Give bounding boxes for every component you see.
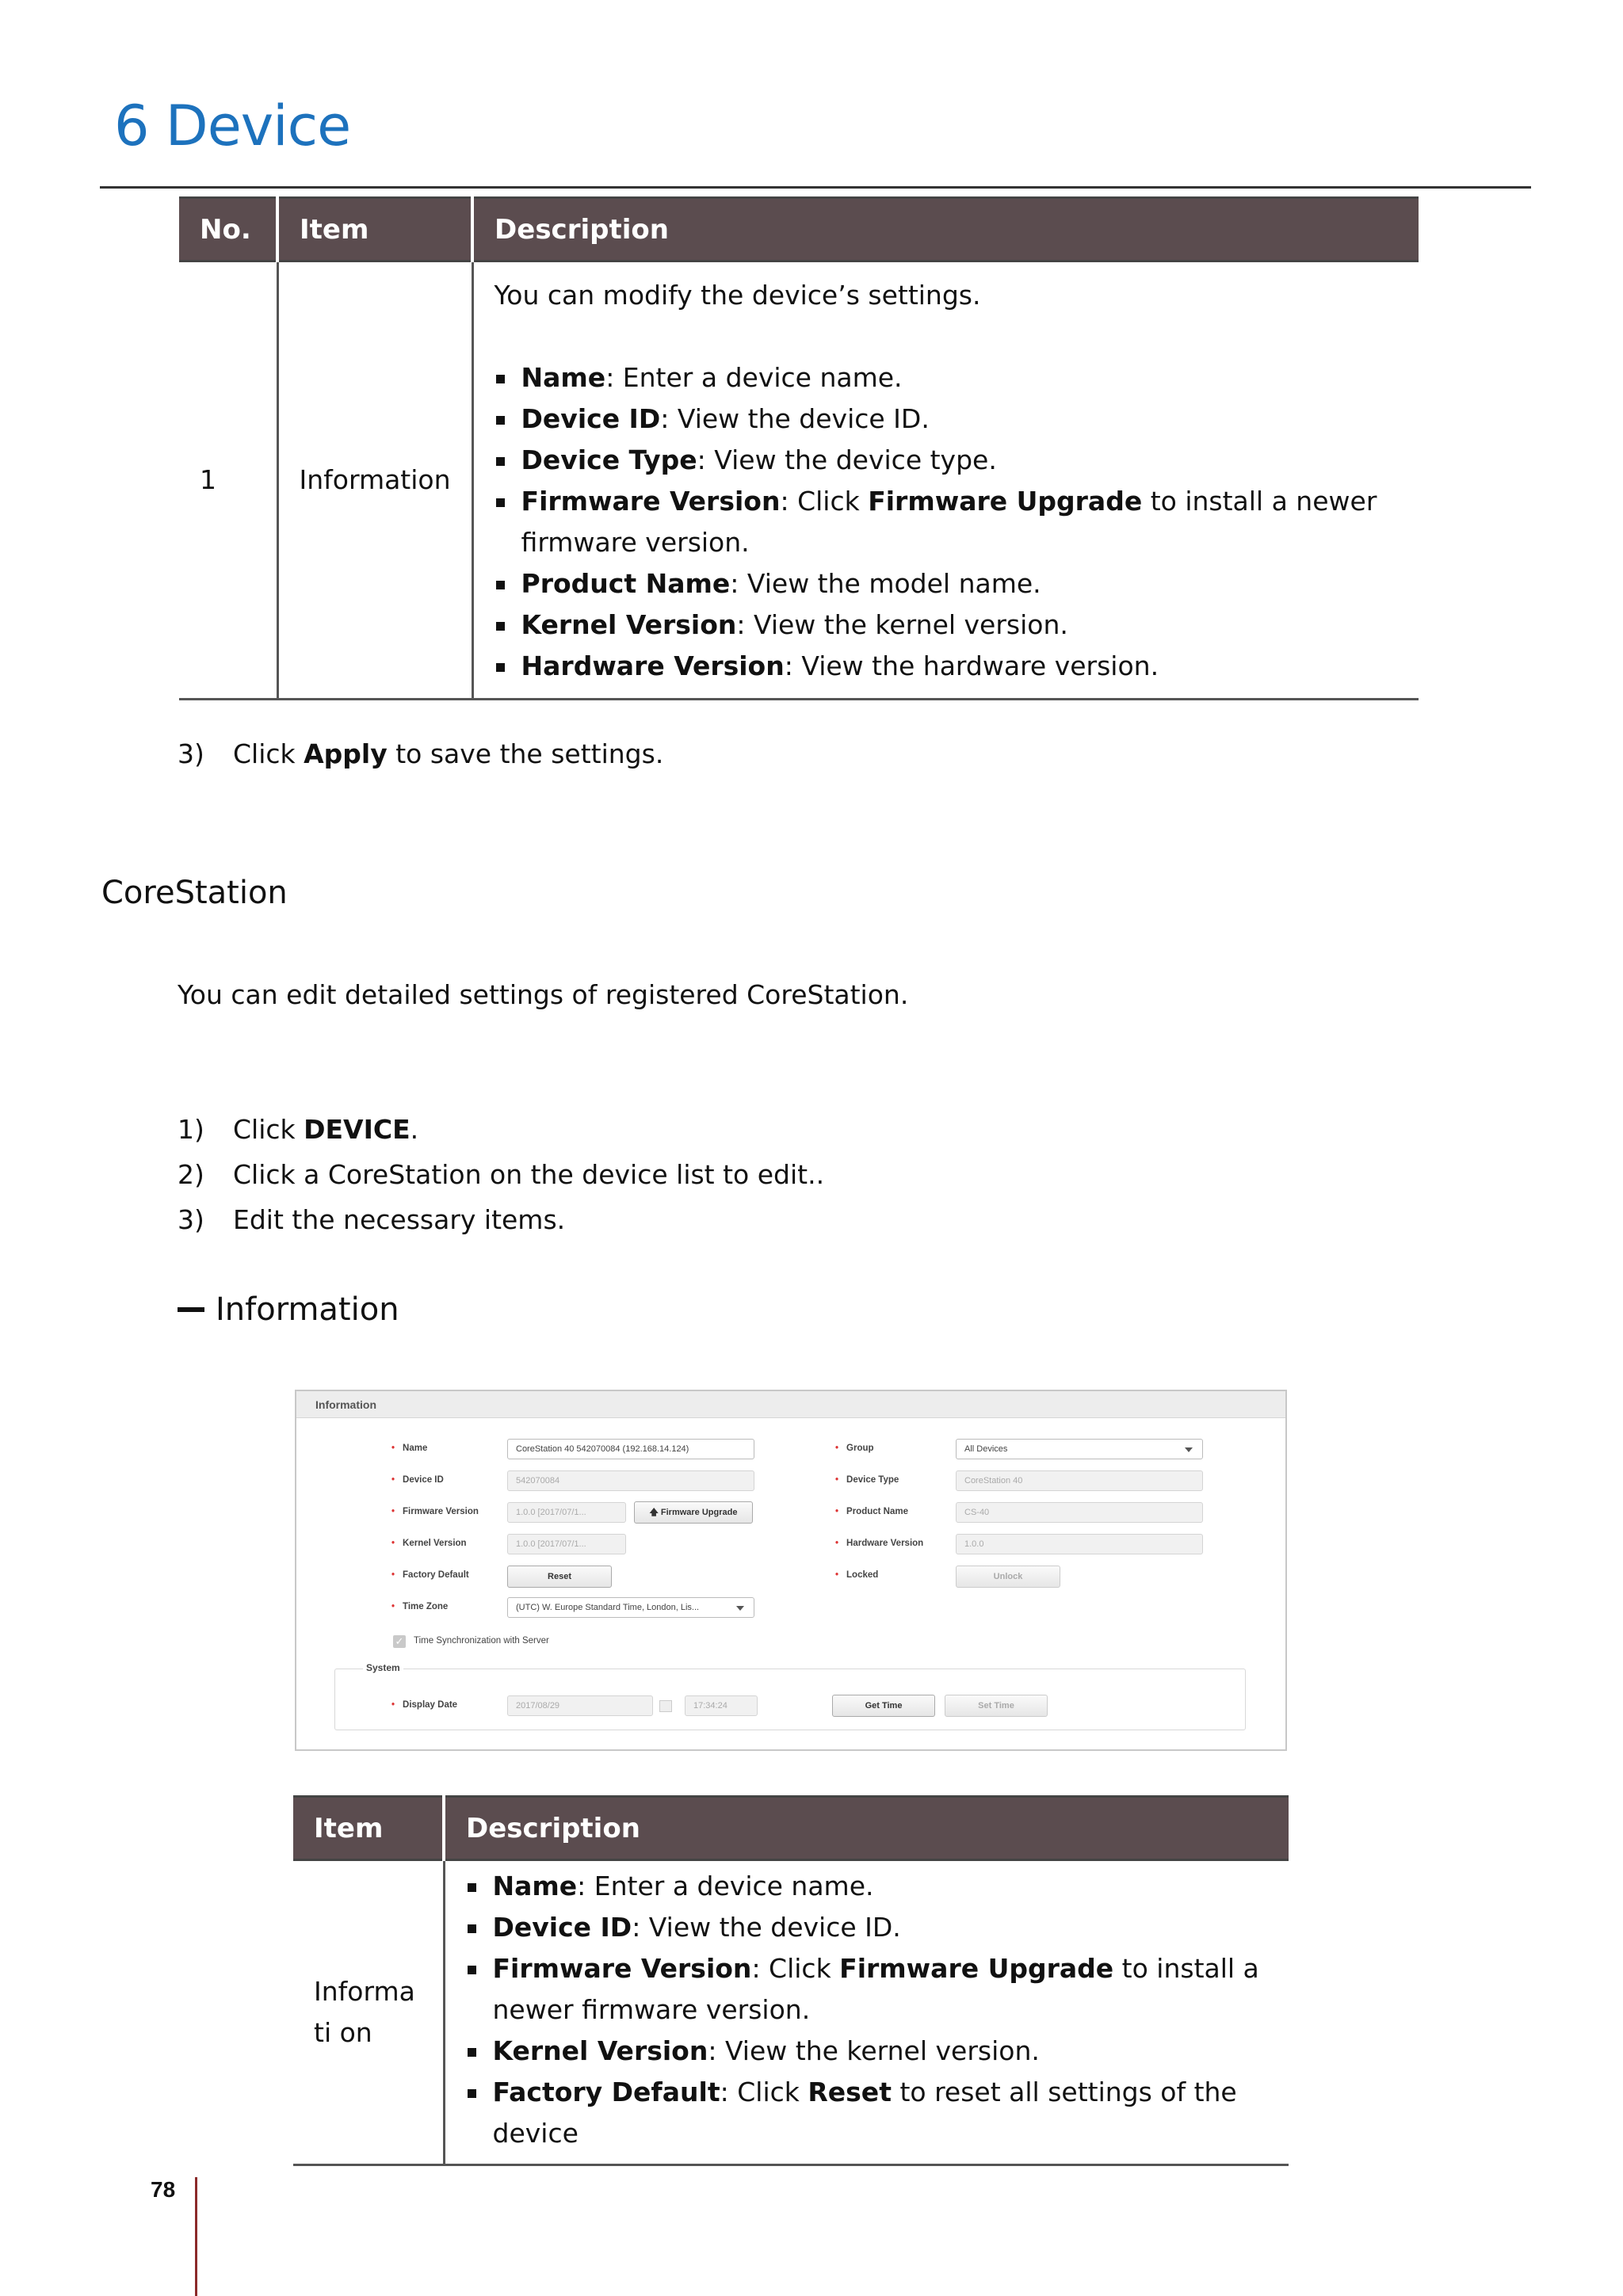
name-input[interactable]: CoreStation 40 542070084 (192.168.14.124) [507,1439,754,1459]
list-item: Name: Enter a device name. [495,357,1398,399]
label-device-type: • Device Type [835,1475,899,1485]
title-divider [100,186,1531,189]
page-number: 78 [151,2177,176,2202]
description-list [495,357,1398,687]
system-label: System [363,1662,403,1673]
page-title: 6 Device [114,93,351,158]
footer-divider [195,2177,197,2296]
list-item: Firmware Version: Click Firmware Upgrade to install a newer firmware version. [466,1948,1269,2031]
column-header-description: Description [472,198,1419,261]
device-type-field: CoreStation 40 [956,1470,1203,1491]
column-header-description: Description [444,1797,1289,1860]
list-item: Kernel Version: View the kernel version. [466,2031,1269,2072]
cell-item: Information [277,261,472,700]
corestation-intro: You can edit detailed settings of registered CoreStation. [178,979,909,1010]
section-heading-corestation: CoreStation [101,875,288,911]
list-item: Product Name: View the model name. [495,563,1398,605]
column-header-no: No. [179,198,277,261]
label-hardware-version: • Hardware Version [835,1539,923,1548]
label-locked: • Locked [835,1570,878,1580]
cell-description [444,1860,1289,2165]
table-header-row [179,198,1419,261]
subheading-information: Information [178,1291,399,1328]
display-date-field: 2017/08/29 [507,1695,653,1716]
label-kernel-version: • Kernel Version [391,1539,467,1548]
display-time-field: 17:34:24 [685,1695,758,1716]
label-time-zone: • Time Zone [391,1602,448,1611]
set-time-button[interactable]: Set Time [945,1695,1048,1717]
list-item: Hardware Version: View the hardware version. [495,646,1398,687]
time-sync-label: Time Synchronization with Server [414,1636,549,1646]
firmware-upgrade-button[interactable]: 🡅 Firmware Upgrade [634,1501,753,1524]
label-firmware-version: • Firmware Version [391,1507,479,1516]
table-information-items [293,1795,1289,2166]
column-header-item: Item [277,198,472,261]
unlock-button[interactable]: Unlock [956,1566,1060,1588]
list-item: Firmware Version: Click Firmware Upgrade to install a newer firmware version. [495,481,1398,563]
chevron-down-icon [1185,1447,1193,1452]
column-header-item: Item [293,1797,444,1860]
product-name-field: CS-40 [956,1502,1203,1523]
label-display-date: • Display Date [391,1700,457,1710]
label-factory-default: • Factory Default [391,1570,469,1580]
table-row [179,261,1419,700]
label-device-id: • Device ID [391,1475,444,1485]
table-header-row [293,1797,1289,1860]
chevron-down-icon [736,1606,744,1611]
cell-no: 1 [179,261,277,700]
label-name: • Name [391,1444,427,1453]
description-list [466,1866,1269,2154]
list-item: Device ID: View the device ID. [466,1907,1269,1948]
system-group [334,1669,1246,1730]
reset-button[interactable]: Reset [507,1566,612,1588]
label-product-name: • Product Name [835,1507,908,1516]
list-item: Device ID: View the device ID. [495,399,1398,440]
time-zone-select[interactable]: (UTC) W. Europe Standard Time, London, Lis... [507,1597,754,1618]
kernel-version-field: 1.0.0 [2017/07/1... [507,1534,626,1554]
list-item: Device Type: View the device type. [495,440,1398,481]
group-select[interactable]: All Devices [956,1439,1203,1459]
cell-item: Informati on [293,1860,444,2165]
upload-icon: 🡅 [649,1508,661,1517]
label-group: • Group [835,1444,874,1453]
list-item: Kernel Version: View the kernel version. [495,605,1398,646]
device-id-field: 542070084 [507,1470,754,1491]
firmware-version-field: 1.0.0 [2017/07/1... [507,1502,626,1523]
cell-description [472,261,1419,700]
time-sync-checkbox[interactable]: ✓ [393,1635,406,1648]
information-panel-screenshot [295,1390,1287,1751]
dash-icon [178,1307,204,1312]
list-item: Factory Default: Click Reset to reset all settings of the device [466,2072,1269,2154]
list-item: Name: Enter a device name. [466,1866,1269,1907]
table-device-information [179,196,1419,700]
get-time-button[interactable]: Get Time [832,1695,935,1717]
calendar-icon[interactable] [659,1700,672,1712]
panel-title: Information [296,1391,1285,1418]
hardware-version-field: 1.0.0 [956,1534,1203,1554]
description-intro: You can modify the device’s settings. [494,280,981,311]
table-row [293,1860,1289,2165]
